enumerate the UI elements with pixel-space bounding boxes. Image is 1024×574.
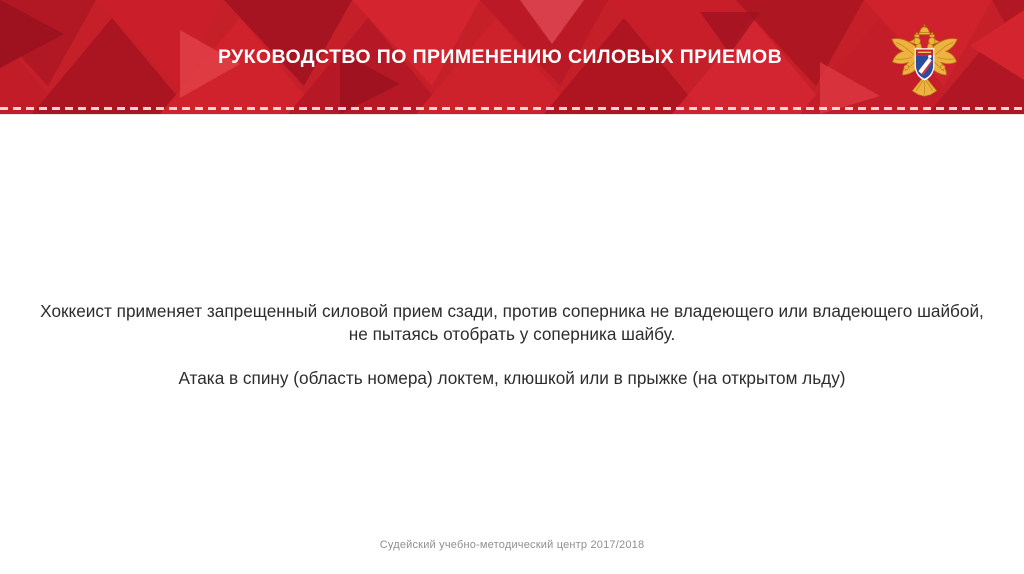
footer-text: Судейский учебно-методический центр 2017/2018: [379, 539, 645, 551]
body-paragraph1-line1: Хоккеист применяет запрещенный силовой прием сзади, против соперника не владеющего или владеющего шайбой,: [40, 301, 984, 321]
body-paragraph2: Атака в спину (область номера) локтем, клюшкой или в прыжке (на открытом льду): [178, 368, 846, 388]
page-title: РУКОВОДСТВО ПО ПРИМЕНЕНИЮ СИЛОВЫХ ПРИЕМОВ: [217, 46, 783, 68]
header-banner: [0, 0, 1024, 114]
slide-body-text: [0, 300, 1024, 390]
hockey-federation-emblem-icon: [886, 24, 963, 103]
header-dashed-divider: [0, 107, 1024, 110]
body-paragraph1-line2: не пытаясь отобрать у соперника шайбу.: [348, 324, 676, 344]
